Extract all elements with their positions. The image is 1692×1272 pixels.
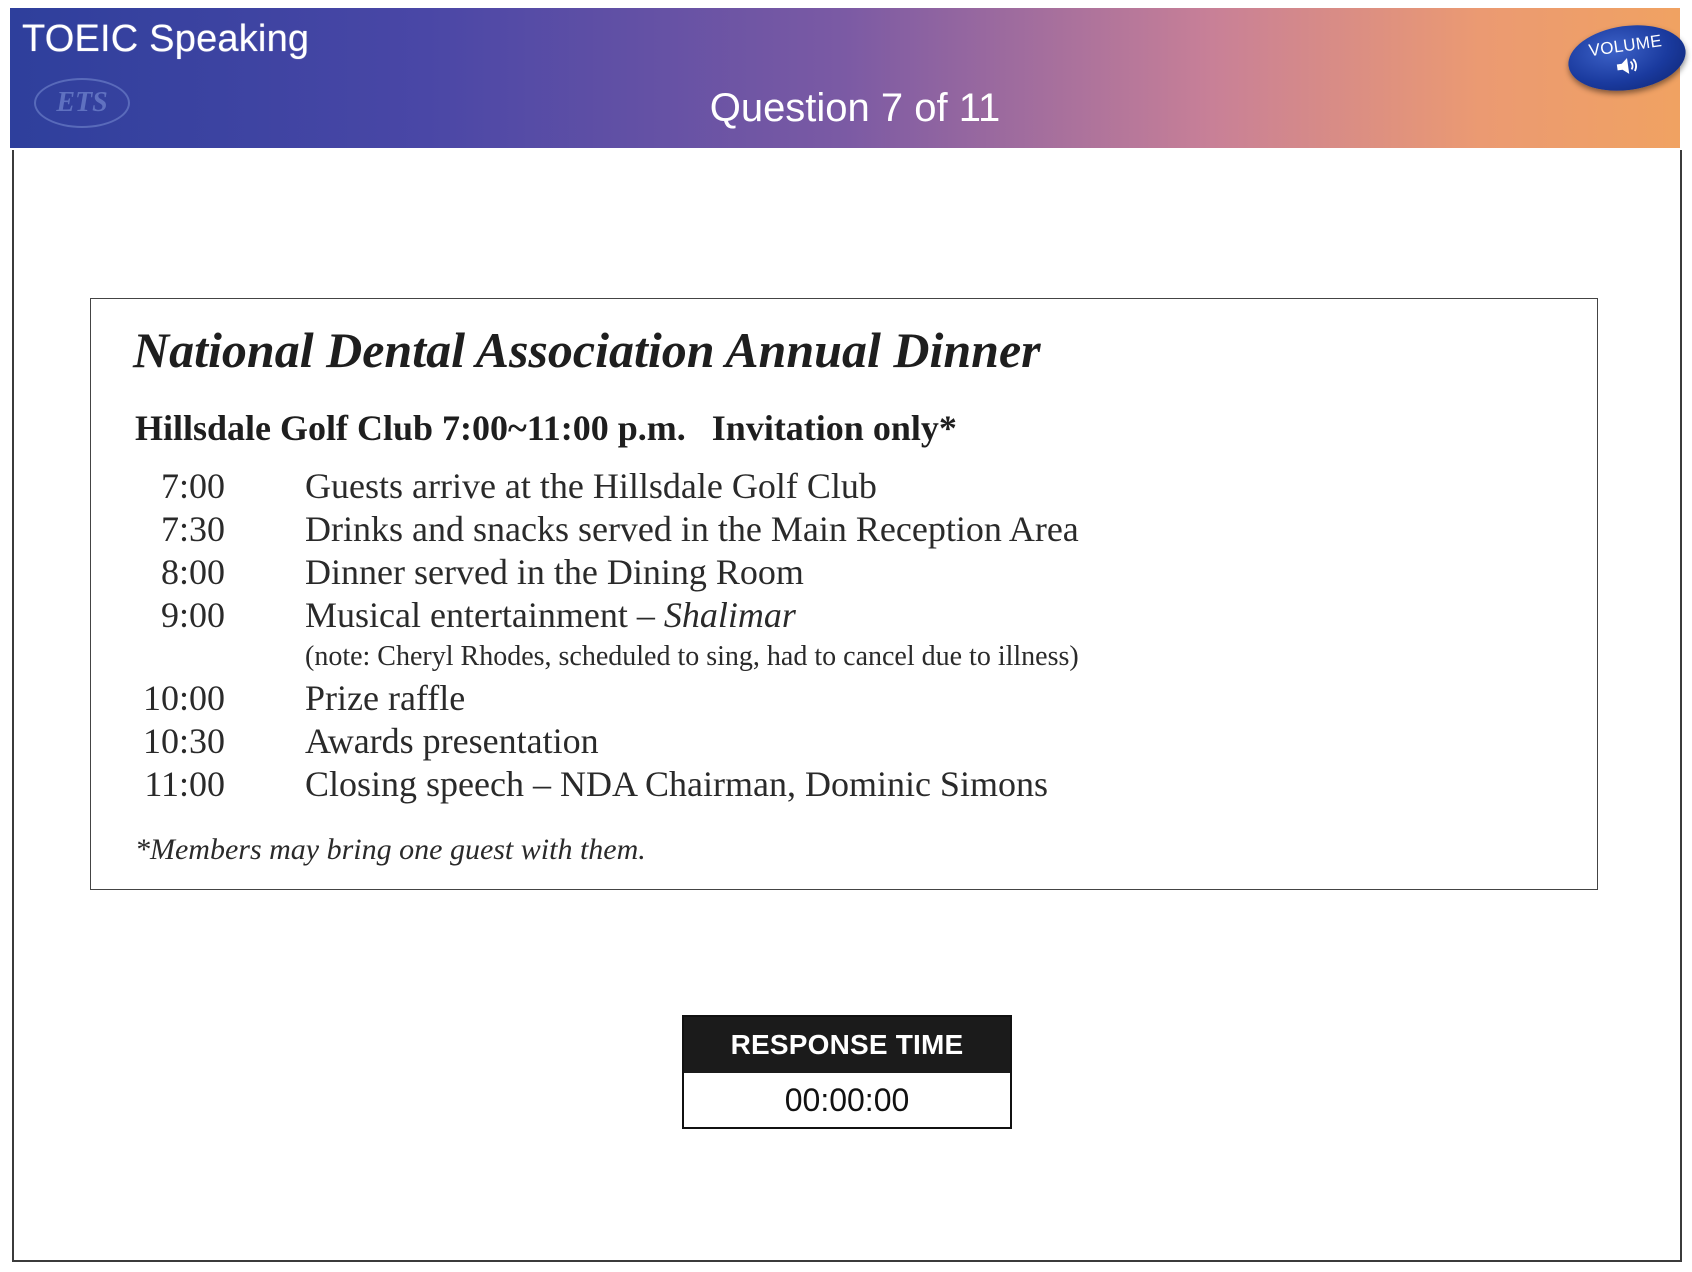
response-timer (682, 1015, 1012, 1129)
schedule-time: 7:00 (160, 466, 225, 506)
schedule-description: Guests arrive at the Hillsdale Golf Club (305, 466, 877, 506)
ets-logo-text: ETS (56, 87, 108, 118)
schedule-list (135, 465, 1555, 806)
schedule-row (135, 551, 1555, 594)
footnote: *Members may bring one guest with them. (135, 833, 646, 866)
response-time-label: RESPONSE TIME (684, 1017, 1010, 1073)
schedule-row (135, 720, 1555, 763)
schedule-description-text: Musical entertainment – (305, 595, 664, 635)
event-notice (90, 298, 1598, 890)
schedule-note-text: (note: Cheryl Rhodes, scheduled to sing, had to cancel due to illness) (305, 641, 1079, 672)
schedule-description (305, 594, 796, 636)
schedule-row (135, 594, 1555, 637)
schedule-row (135, 763, 1555, 806)
schedule-time: 10:30 (142, 721, 225, 761)
schedule-description: Prize raffle (305, 678, 466, 718)
schedule-description: Awards presentation (305, 721, 599, 761)
event-subtitle (135, 407, 957, 449)
question-counter: Question 7 of 11 (709, 86, 1001, 130)
response-time-value: 00:00:00 (784, 1081, 910, 1118)
schedule-row (135, 677, 1555, 720)
schedule-row (135, 508, 1555, 551)
event-access: Invitation only* (711, 408, 957, 448)
schedule-time: 11:00 (144, 764, 225, 804)
schedule-time: 7:30 (160, 509, 225, 549)
schedule-time: 10:00 (142, 678, 225, 718)
schedule-description: Closing speech – NDA Chairman, Dominic Simons (305, 764, 1048, 804)
schedule-row (135, 465, 1555, 508)
header-bar (10, 8, 1680, 148)
event-title: National Dental Association Annual Dinner (133, 322, 1041, 378)
event-location-time: Hillsdale Golf Club 7:00~11:00 p.m. (135, 408, 686, 448)
app-title: TOEIC Speaking (22, 18, 310, 60)
schedule-time: 8:00 (160, 552, 225, 592)
schedule-time: 9:00 (160, 595, 225, 635)
volume-label: VOLUME (1587, 31, 1664, 61)
schedule-description: Dinner served in the Dining Room (305, 552, 804, 592)
performer-name: Shalimar (663, 595, 796, 635)
schedule-note (135, 637, 1555, 677)
schedule-description: Drinks and snacks served in the Main Reception Area (305, 509, 1079, 549)
